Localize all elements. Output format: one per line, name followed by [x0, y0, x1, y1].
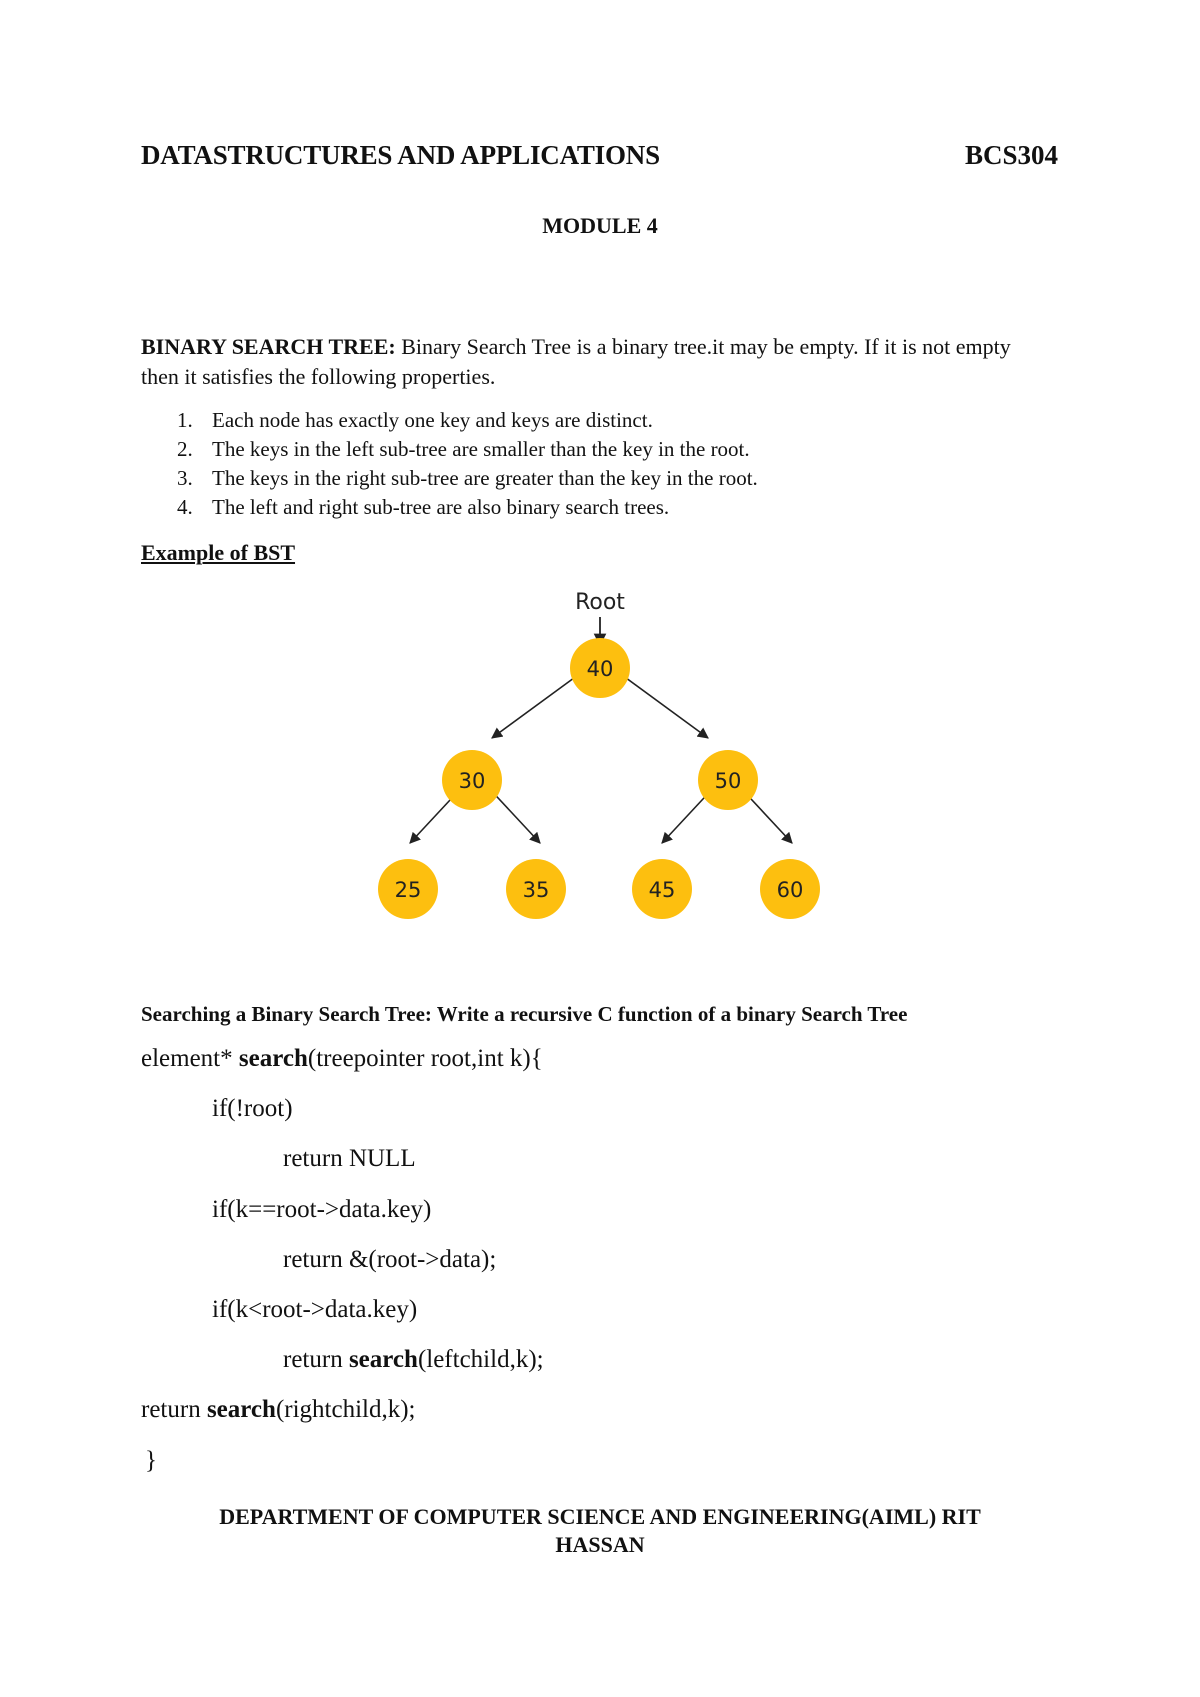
edge-40-50	[622, 675, 708, 738]
code-line-1: element* search(treepointer root,int k){	[141, 1045, 543, 1072]
svg-text:60: 60	[776, 878, 804, 902]
bst-definition-text: Binary Search Tree is a binary tree.it may be empty. If it is not empty then it satisfies the following properties.	[141, 334, 1011, 389]
code-line-4: if(k==root->data.key)	[212, 1196, 432, 1223]
svg-text:45: 45	[648, 878, 676, 902]
footer-line-2: HASSAN	[555, 1532, 645, 1557]
root-label: Root	[575, 590, 625, 615]
code-line-5: return &(root->data);	[283, 1246, 497, 1273]
code-line-6: if(k<root->data.key)	[212, 1296, 418, 1323]
node-30	[442, 750, 502, 810]
code-line-8: return search(rightchild,k);	[141, 1396, 416, 1423]
bst-properties-list	[141, 406, 758, 522]
svg-text:35: 35	[522, 878, 550, 902]
node-40	[570, 638, 630, 698]
node-50	[698, 750, 758, 810]
svg-text:25: 25	[394, 878, 422, 902]
node-25	[378, 859, 438, 919]
module-heading: MODULE 4	[542, 213, 658, 238]
node-35	[506, 859, 566, 919]
property-item: 2. The keys in the left sub-tree are smaller than the key in the root.	[177, 437, 750, 461]
bst-diagram	[360, 585, 840, 965]
svg-text:50: 50	[714, 769, 742, 793]
property-item: 1. Each node has exactly one key and keys are distinct.	[177, 408, 653, 432]
course-title: DATASTRUCTURES AND APPLICATIONS	[141, 140, 660, 170]
code-line-3: return NULL	[283, 1145, 416, 1172]
node-45	[632, 859, 692, 919]
property-item: 3. The keys in the right sub-tree are greater than the key in the root.	[177, 466, 758, 490]
bst-term: BINARY SEARCH TREE:	[141, 334, 396, 359]
bst-definition	[141, 332, 1051, 392]
code-line-9: }	[145, 1447, 157, 1474]
search-section-heading: Searching a Binary Search Tree: Write a recursive C function of a binary Search Tree	[141, 1002, 908, 1026]
footer-line-1: DEPARTMENT OF COMPUTER SCIENCE AND ENGINEERING(AIML) RIT	[219, 1504, 981, 1529]
code-line-2: if(!root)	[212, 1095, 293, 1122]
code-line-7: return search(leftchild,k);	[283, 1346, 544, 1373]
edge-40-30	[492, 675, 578, 738]
property-item: 4. The left and right sub-tree are also binary search trees.	[177, 495, 670, 519]
node-60	[760, 859, 820, 919]
example-heading: Example of BST	[141, 540, 296, 565]
svg-text:30: 30	[458, 769, 486, 793]
svg-text:40: 40	[586, 657, 614, 681]
page-footer	[0, 1503, 1200, 1559]
course-code: BCS304	[964, 140, 1058, 170]
